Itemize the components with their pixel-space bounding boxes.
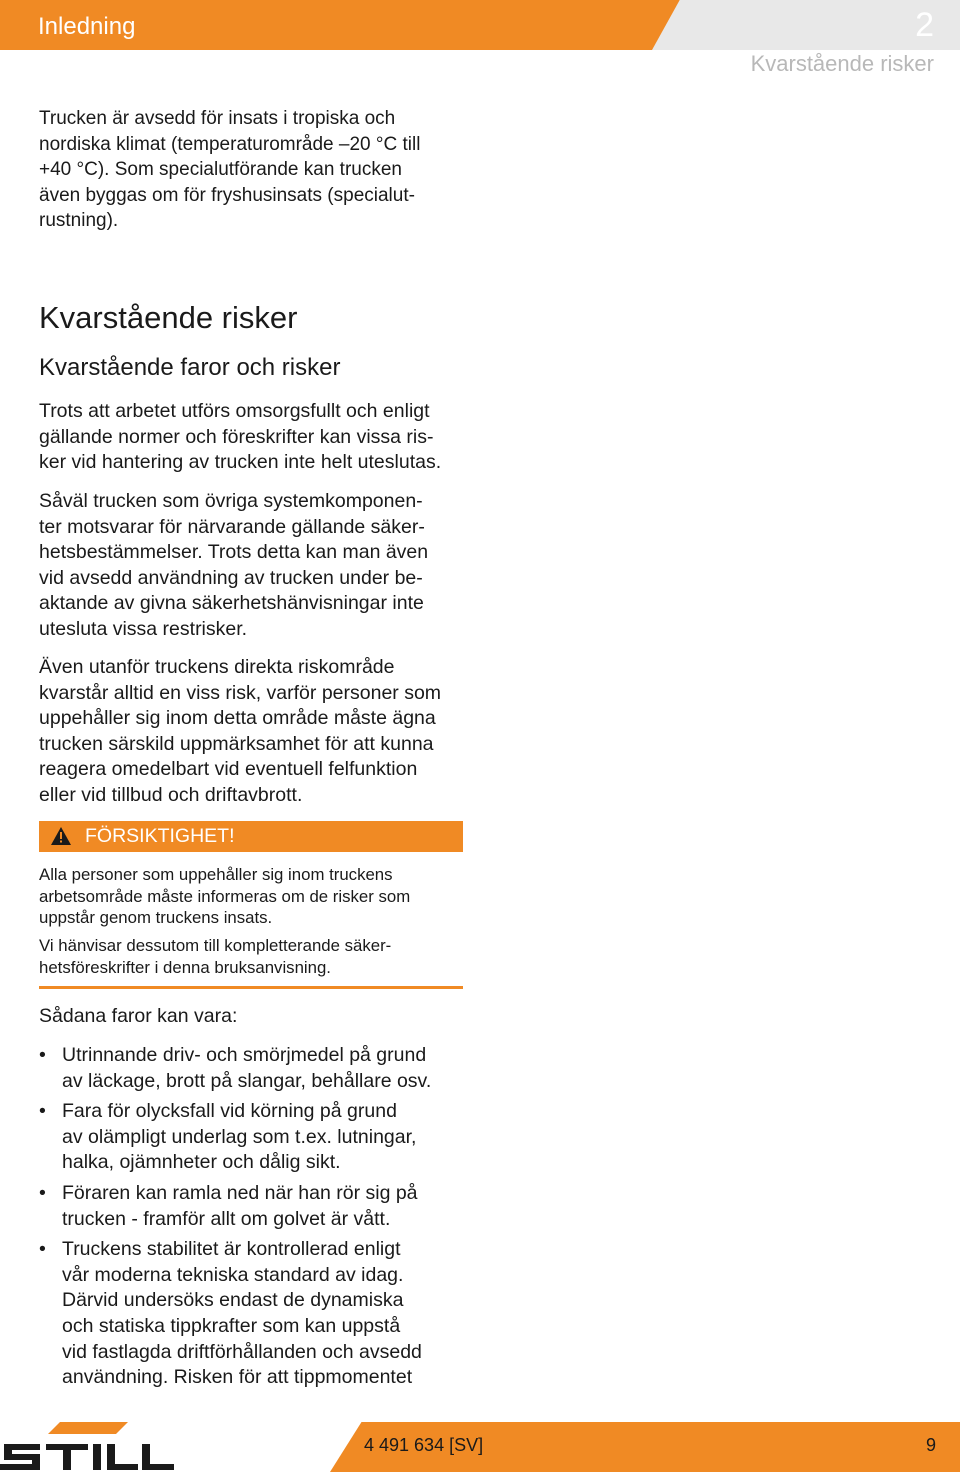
bullet-icon: • bbox=[39, 1044, 46, 1066]
list-item-text: Truckens stabilitet är kontrollerad enligt vår moderna tekniska standard av idag. Därvid undersöks endast de dynamiska och statiska tippkrafter som kan uppstå vid fastlagda driftförhållanden och avsedd användning. Risken för att tippmomentet bbox=[62, 1238, 422, 1389]
body-paragraph: Såväl trucken som övriga systemkomponen- ter motsvarar för närvarande gällande säker- hetsbestämmelser. Trots detta kan man även vid avsedd användning av trucken under be- aktande av givna säkerhetshänvisningar inte utesluta vissa restrisker. bbox=[39, 490, 429, 640]
list-item-text: Fara för olycksfall vid körning på grund av olämpligt underlag som t.ex. lutningar, halka, ojämnheter och dålig sikt. bbox=[62, 1100, 417, 1174]
bullet-icon: • bbox=[39, 1100, 46, 1123]
intro-paragraph: Trucken är avsedd för insats i tropiska och nordiska klimat (temperaturområde –20 °C till +40 °C). Som specialutförande kan trucken även byggas om för fryshusinsats (specialut- rustning). bbox=[39, 108, 421, 232]
caution-text: Alla personer som uppehåller sig inom truckens arbetsområde måste informeras om de risker som uppstår genom truckens insats. bbox=[39, 865, 411, 927]
warning-triangle-icon bbox=[51, 827, 71, 845]
document-code: 4 491 634 [SV] bbox=[364, 1435, 484, 1455]
body-paragraph: Trots att arbetet utförs omsorgsfullt och enligt gällande normer och föreskrifter kan vissa ris- ker vid hantering av trucken inte helt uteslutas. bbox=[39, 400, 442, 474]
still-logo bbox=[0, 1420, 180, 1474]
list-item-text: Föraren kan ramla ned när han rör sig på trucken - framför allt om golvet är vått. bbox=[62, 1181, 418, 1230]
header-chapter-bar bbox=[652, 0, 960, 50]
chapter-number: 2 bbox=[915, 6, 934, 44]
list-lead: Sådana faror kan vara: bbox=[39, 1005, 238, 1027]
chapter-title: Kvarstående risker bbox=[750, 51, 934, 76]
list-item bbox=[39, 1181, 479, 1232]
list-item bbox=[39, 1237, 479, 1391]
main-heading: Kvarstående risker bbox=[39, 300, 298, 335]
caution-header bbox=[39, 821, 463, 852]
bullet-icon: • bbox=[39, 1238, 46, 1261]
sub-heading: Kvarstående faror och risker bbox=[39, 354, 341, 381]
caution-divider bbox=[39, 986, 463, 989]
list-item bbox=[39, 1099, 479, 1176]
page-number: 9 bbox=[925, 1435, 936, 1455]
body-paragraph: Även utanför truckens direkta riskområde kvarstår alltid en viss risk, varför personer som uppehåller sig inom detta område måste ägna trucken särskild uppmärksamhet för att kunna reagera omedelbart vid eventuell felfunktion eller vid tillbud och driftavbrott. bbox=[39, 656, 442, 806]
caution-label: FÖRSIKTIGHET! bbox=[85, 825, 235, 847]
section-title: Inledning bbox=[38, 13, 136, 40]
bullet-icon: • bbox=[39, 1181, 46, 1204]
list-item-text: Utrinnande driv- och smörjmedel på grund av läckage, brott på slangar, behållare osv. bbox=[62, 1044, 432, 1092]
caution-text: Vi hänvisar dessutom till kompletterande säker- hetsföreskrifter i denna bruksanvisning. bbox=[39, 936, 392, 977]
list-item bbox=[39, 1043, 479, 1094]
hazard-list bbox=[39, 1043, 479, 1396]
